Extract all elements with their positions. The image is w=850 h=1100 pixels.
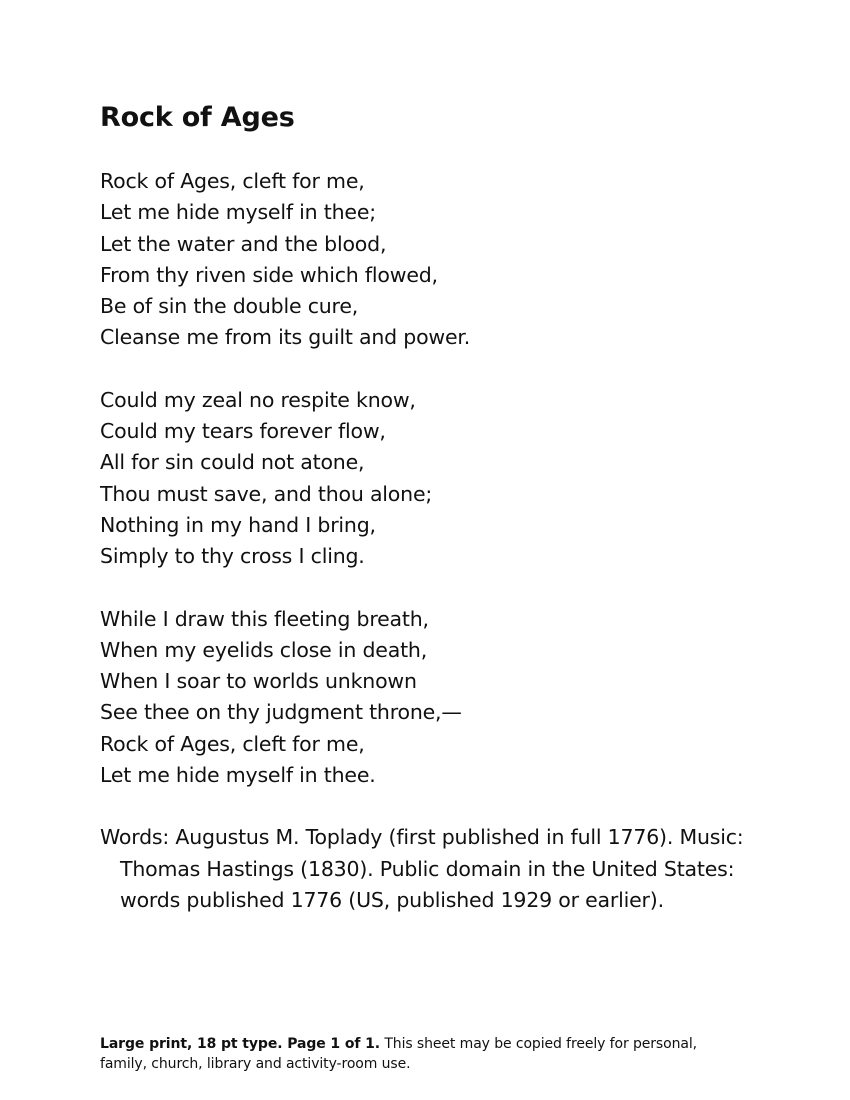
verse-line: Nothing in my hand I bring, bbox=[100, 512, 376, 537]
footer-text: This sheet may be copied freely for personal, family, church, library and activity-room use. bbox=[100, 1036, 697, 1072]
verse-line: Rock of Ages, cleft for me, bbox=[100, 731, 365, 756]
stanza-1 bbox=[100, 166, 760, 354]
verse-line: Rock of Ages, cleft for me, bbox=[100, 169, 365, 193]
verse-line: Let the water and the blood, bbox=[100, 231, 387, 256]
verse-line: Let me hide myself in thee. bbox=[100, 763, 376, 788]
page-title: Rock of Ages bbox=[100, 102, 295, 133]
footer-bold-text: Large print, 18 pt type. Page 1 of 1. bbox=[100, 1036, 380, 1052]
verse-line: Could my tears forever flow, bbox=[100, 419, 386, 444]
verse-line: From thy riven side which flowed, bbox=[100, 262, 438, 287]
document-page bbox=[100, 98, 760, 916]
verse-line: Cleanse me from its guilt and power. bbox=[100, 325, 471, 350]
verse-line: See thee on thy judgment throne,— bbox=[100, 700, 462, 725]
verse-line: When I soar to worlds unknown bbox=[100, 669, 417, 694]
verse-line: Let me hide myself in thee; bbox=[100, 200, 376, 225]
page-footer bbox=[100, 1034, 740, 1074]
verse-line: Could my zeal no respite know, bbox=[100, 387, 416, 412]
verse-line: When my eyelids close in death, bbox=[100, 637, 428, 662]
credits-paragraph: Words: Augustus M. Toplady (first published in full 1776). Music: Thomas Hastings (1830). Public domain in the United States: words published 1776 (US, published 1929 or earlier). bbox=[100, 825, 744, 912]
stanza-2 bbox=[100, 385, 760, 573]
verse-line: Thou must save, and thou alone; bbox=[100, 481, 433, 506]
verse-line: While I draw this fleeting breath, bbox=[100, 606, 429, 631]
stanza-3 bbox=[100, 604, 760, 792]
verse-line: Be of sin the double cure, bbox=[100, 294, 359, 319]
verse-line: Simply to thy cross I cling. bbox=[100, 544, 365, 569]
verse-line: All for sin could not atone, bbox=[100, 450, 365, 475]
